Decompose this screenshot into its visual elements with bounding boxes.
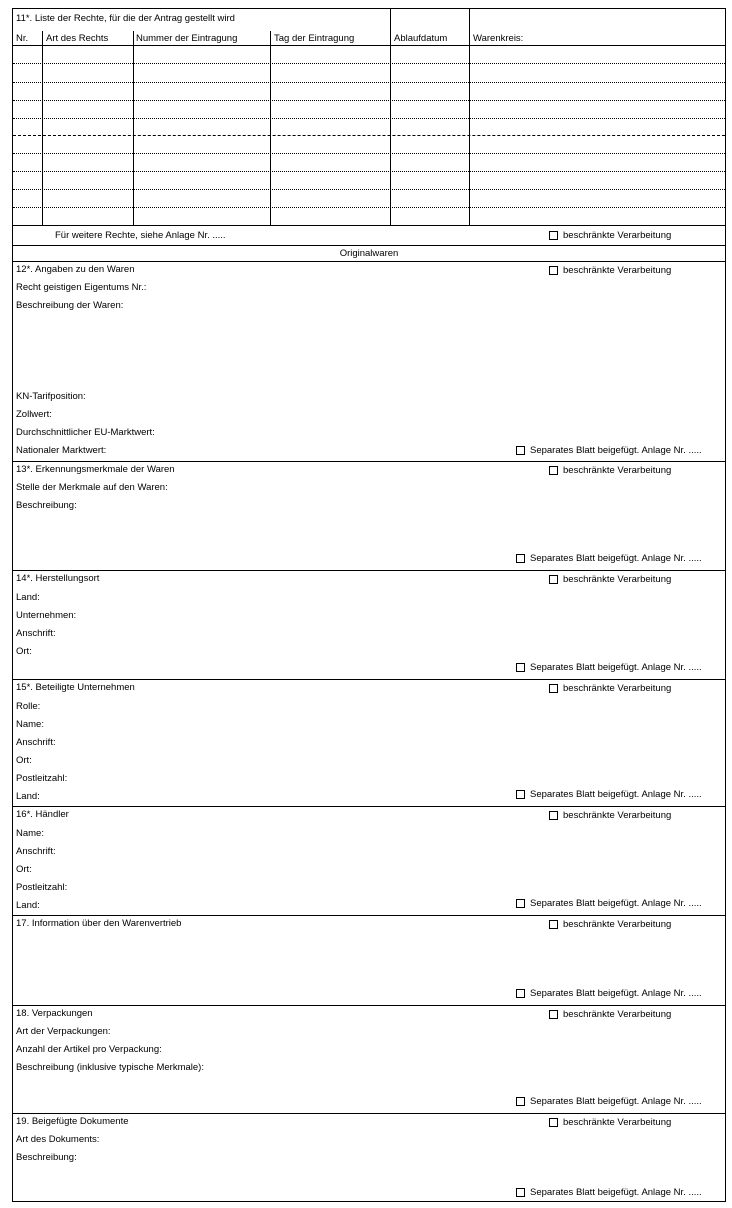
city-field[interactable]: Ort: (16, 646, 32, 657)
name-field[interactable]: Name: (16, 719, 44, 730)
col-right-type-header: Art des Rechts (46, 33, 109, 44)
document-type-field[interactable]: Art des Dokuments: (16, 1134, 100, 1145)
header-rule (13, 45, 725, 46)
checkbox-icon[interactable] (516, 554, 525, 563)
country-field[interactable]: Land: (16, 900, 40, 911)
separate-sheet-checkbox[interactable]: Separates Blatt beigefügt. Anlage Nr. ..... (516, 445, 702, 456)
document-description-field[interactable]: Beschreibung: (16, 1152, 77, 1163)
packaging-type-field[interactable]: Art der Verpackungen: (16, 1026, 111, 1037)
checkbox-icon[interactable] (549, 575, 558, 584)
checkbox-icon[interactable] (549, 1010, 558, 1019)
table-row[interactable] (13, 171, 725, 172)
city-field[interactable]: Ort: (16, 864, 32, 875)
checkbox-icon[interactable] (549, 466, 558, 475)
restricted-processing-checkbox[interactable]: beschränkte Verarbeitung (549, 465, 671, 476)
section-18-title: 18. Verpackungen (16, 1008, 93, 1019)
goods-description-field[interactable]: Beschreibung der Waren: (16, 300, 124, 311)
checkbox-icon[interactable] (549, 920, 558, 929)
role-field[interactable]: Rolle: (16, 701, 41, 712)
checkbox-icon[interactable] (549, 231, 558, 240)
col-expiry-header: Ablaufdatum (394, 33, 448, 44)
col-goods-class-header: Warenkreis: (473, 33, 524, 44)
section-14-title: 14*. Herstellungsort (16, 573, 100, 584)
checkbox-icon[interactable] (516, 1188, 525, 1197)
section-16-title: 16*. Händler (16, 809, 69, 820)
checkbox-icon[interactable] (516, 1097, 525, 1106)
rights-section (13, 9, 725, 246)
col-nr-header: Nr. (16, 33, 29, 44)
checkbox-icon[interactable] (516, 899, 525, 908)
restricted-processing-checkbox[interactable]: beschränkte Verarbeitung (549, 1009, 671, 1020)
marks-description-field[interactable]: Beschreibung: (16, 500, 77, 511)
separate-sheet-checkbox[interactable]: Separates Blatt beigefügt. Anlage Nr. ..... (516, 1096, 702, 1107)
checkbox-icon[interactable] (549, 266, 558, 275)
restricted-processing-checkbox[interactable]: beschränkte Verarbeitung (549, 683, 671, 694)
attached-documents-section (13, 1113, 725, 1203)
marks-location-field[interactable]: Stelle der Merkmale auf den Waren: (16, 482, 168, 493)
place-of-manufacture-section (13, 570, 725, 678)
separate-sheet-checkbox[interactable]: Separates Blatt beigefügt. Anlage Nr. ..... (516, 1187, 702, 1198)
original-goods-heading: Originalwaren (339, 248, 399, 259)
table-row[interactable] (13, 153, 725, 154)
table-row[interactable] (13, 63, 725, 64)
checkbox-icon[interactable] (549, 684, 558, 693)
restricted-processing-checkbox[interactable]: beschränkte Verarbeitung (549, 810, 671, 821)
checkbox-icon[interactable] (549, 811, 558, 820)
address-field[interactable]: Anschrift: (16, 737, 56, 748)
separate-sheet-checkbox[interactable]: Separates Blatt beigefügt. Anlage Nr. ..... (516, 898, 702, 909)
section-12-title: 12*. Angaben zu den Waren (16, 264, 135, 275)
national-market-value-field[interactable]: Nationaler Marktwert: (16, 445, 107, 456)
checkbox-icon[interactable] (549, 1118, 558, 1127)
restricted-processing-checkbox[interactable]: beschränkte Verarbeitung (549, 574, 671, 585)
address-field[interactable]: Anschrift: (16, 846, 56, 857)
address-field[interactable]: Anschrift: (16, 628, 56, 639)
restricted-processing-checkbox[interactable]: beschränkte Verarbeitung (549, 919, 671, 930)
separate-sheet-checkbox[interactable]: Separates Blatt beigefügt. Anlage Nr. ..... (516, 662, 702, 673)
restricted-processing-checkbox[interactable]: beschränkte Verarbeitung (549, 265, 671, 276)
company-field[interactable]: Unternehmen: (16, 610, 77, 621)
customs-value-field[interactable]: Zollwert: (16, 409, 52, 420)
table-row[interactable] (13, 118, 725, 119)
identification-marks-section (13, 461, 725, 569)
section-13-title: 13*. Erkennungsmerkmale der Waren (16, 464, 175, 475)
restricted-processing-checkbox[interactable]: beschränkte Verarbeitung (549, 1117, 671, 1128)
rights-title: 11*. Liste der Rechte, für die der Antrag gestellt wird (16, 13, 235, 24)
packaging-section (13, 1005, 725, 1112)
eu-market-value-field[interactable]: Durchschnittlicher EU-Marktwert: (16, 427, 155, 438)
table-row[interactable] (13, 189, 725, 190)
checkbox-icon[interactable] (516, 989, 525, 998)
section-19-title: 19. Beigefügte Dokumente (16, 1116, 129, 1127)
postcode-field[interactable]: Postleitzahl: (16, 882, 68, 893)
postcode-field[interactable]: Postleitzahl: (16, 773, 68, 784)
packaging-description-field[interactable]: Beschreibung (inklusive typische Merkmale): (16, 1062, 204, 1073)
goods-details-section (13, 261, 725, 461)
section-15-title: 15*. Beteiligte Unternehmen (16, 682, 135, 693)
name-field[interactable]: Name: (16, 828, 44, 839)
col-registration-date-header: Tag der Eintragung (274, 33, 355, 44)
country-field[interactable]: Land: (16, 791, 40, 802)
involved-companies-section (13, 679, 725, 806)
table-row[interactable] (13, 207, 725, 208)
separate-sheet-checkbox[interactable]: Separates Blatt beigefügt. Anlage Nr. ..... (516, 988, 702, 999)
restricted-processing-checkbox[interactable]: beschränkte Verarbeitung (549, 230, 671, 241)
separate-sheet-checkbox[interactable]: Separates Blatt beigefügt. Anlage Nr. ..... (516, 553, 702, 564)
separate-sheet-checkbox[interactable]: Separates Blatt beigefügt. Anlage Nr. ..... (516, 789, 702, 800)
section-17-title: 17. Information über den Warenvertrieb (16, 918, 182, 929)
distribution-info-section (13, 915, 725, 1004)
table-row[interactable] (13, 82, 725, 83)
items-per-package-field[interactable]: Anzahl der Artikel pro Verpackung: (16, 1044, 162, 1055)
checkbox-icon[interactable] (516, 446, 525, 455)
table-divider (13, 135, 725, 136)
more-rights-annex: Für weitere Rechte, siehe Anlage Nr. ..... (55, 230, 226, 241)
customs-application-form (12, 8, 726, 1202)
cn-tariff-field[interactable]: KN-Tarifposition: (16, 391, 86, 402)
col-registration-number-header: Nummer der Eintragung (136, 33, 238, 44)
checkbox-icon[interactable] (516, 663, 525, 672)
table-row[interactable] (13, 100, 725, 101)
city-field[interactable]: Ort: (16, 755, 32, 766)
checkbox-icon[interactable] (516, 790, 525, 799)
dealer-section (13, 806, 725, 914)
ip-right-field[interactable]: Recht geistigen Eigentums Nr.: (16, 282, 147, 293)
country-field[interactable]: Land: (16, 592, 40, 603)
